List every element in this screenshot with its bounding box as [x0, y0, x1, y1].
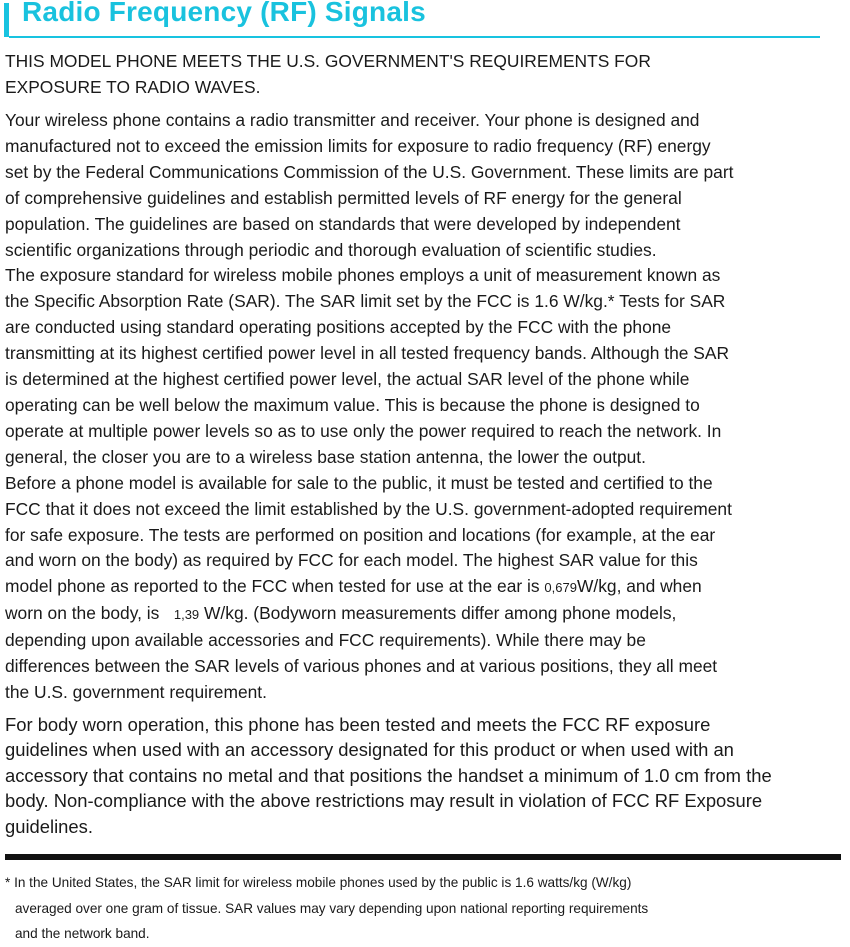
- footnote-line: averaged over one gram of tissue. SAR values may vary depending upon national reporting requirements: [15, 900, 649, 916]
- model-notice-line: EXPOSURE TO RADIO WAVES.: [5, 76, 261, 97]
- sar-ear-value: 0,679: [544, 580, 577, 596]
- footnote-divider: [5, 854, 841, 860]
- body-line: the Specific Absorption Rate (SAR). The SAR limit set by the FCC is 1.6 W/kg.* Tests for SAR: [5, 291, 726, 312]
- body-worn-line: guidelines.: [5, 815, 93, 837]
- sar-ear-line: [5, 574, 837, 601]
- body-line: Before a phone model is available for sale to the public, it must be tested and certified to the: [5, 472, 713, 493]
- footnote: [5, 870, 840, 947]
- page-title: Radio Frequency (RF) Signals: [22, 0, 426, 27]
- sar-body-prefix: worn on the body, is: [5, 603, 165, 624]
- body-line: operating can be well below the maximum value. This is because the phone is designed to: [5, 394, 700, 415]
- body-line: set by the Federal Communications Commission of the U.S. Government. These limits are part: [5, 161, 734, 182]
- body-line: transmitting at its highest certified power level in all tested frequency bands. Although the SAR: [5, 343, 730, 364]
- sar-ear-suffix: W/kg, and when: [576, 576, 702, 597]
- sar-body-suffix: W/kg. (Bodyworn measurements differ among phone models,: [199, 603, 677, 624]
- body-worn-text: [5, 712, 850, 839]
- body-line: are conducted using standard operating positions accepted by the FCC with the phone: [5, 317, 672, 338]
- body-worn-line: accessory that contains no metal and that positions the handset a minimum of 1.0 cm from the: [5, 764, 772, 786]
- body-line: Your wireless phone contains a radio transmitter and receiver. Your phone is designed and: [5, 110, 700, 130]
- body-line: population. The guidelines are based on standards that were developed by independent: [5, 213, 681, 234]
- heading-accent-bar: [4, 3, 9, 37]
- sar-body-value: 1,39: [173, 607, 200, 623]
- heading-underline: [9, 36, 820, 38]
- body-worn-line: body. Non-compliance with the above restrictions may result in violation of FCC RF Exposure: [5, 790, 763, 812]
- body-line: general, the closer you are to a wireless base station antenna, the lower the output.: [5, 446, 646, 467]
- footnote-line: * In the United States, the SAR limit for wireless mobile phones used by the public is 1.6 watts/kg (W/kg): [5, 875, 632, 890]
- body-line: is determined at the highest certified power level, the actual SAR level of the phone while: [5, 369, 690, 390]
- sar-body-line: [5, 601, 837, 628]
- body-line: the U.S. government requirement.: [5, 681, 267, 702]
- body-line: for safe exposure. The tests are performed on position and locations (for example, at the ear: [5, 524, 716, 545]
- footnote-line: and the network band.: [15, 926, 150, 941]
- body-worn-line: guidelines when used with an accessory designated for this product or when used with an: [5, 739, 734, 761]
- body-line: of comprehensive guidelines and establish permitted levels of RF energy for the general: [5, 187, 682, 208]
- body-line: differences between the SAR levels of various phones and at various positions, they all meet: [5, 656, 718, 677]
- model-notice: [5, 49, 837, 101]
- model-notice-line: THIS MODEL PHONE MEETS THE U.S. GOVERNMENT'S REQUIREMENTS FOR: [5, 51, 651, 71]
- body-line: manufactured not to exceed the emission limits for exposure to radio frequency (RF) energy: [5, 135, 711, 156]
- body-line: operate at multiple power levels so as to use only the power required to reach the network. In: [5, 420, 722, 441]
- body-line: scientific organizations through periodic and thorough evaluation of scientific studies.: [5, 239, 657, 260]
- body-line: depending upon available accessories and FCC requirements). While there may be: [5, 630, 646, 651]
- sar-ear-prefix: model phone as reported to the FCC when tested for use at the ear is: [5, 576, 545, 597]
- body-line: and worn on the body) as required by FCC for each model. The highest SAR value for this: [5, 550, 698, 571]
- body-line: The exposure standard for wireless mobile phones employs a unit of measurement known as: [5, 265, 721, 286]
- body-worn-line: For body worn operation, this phone has been tested and meets the FCC RF exposure: [5, 714, 711, 735]
- body-line: FCC that it does not exceed the limit established by the U.S. government-adopted requirement: [5, 498, 732, 519]
- sar-body-text: [5, 108, 837, 706]
- section-heading: [4, 0, 820, 38]
